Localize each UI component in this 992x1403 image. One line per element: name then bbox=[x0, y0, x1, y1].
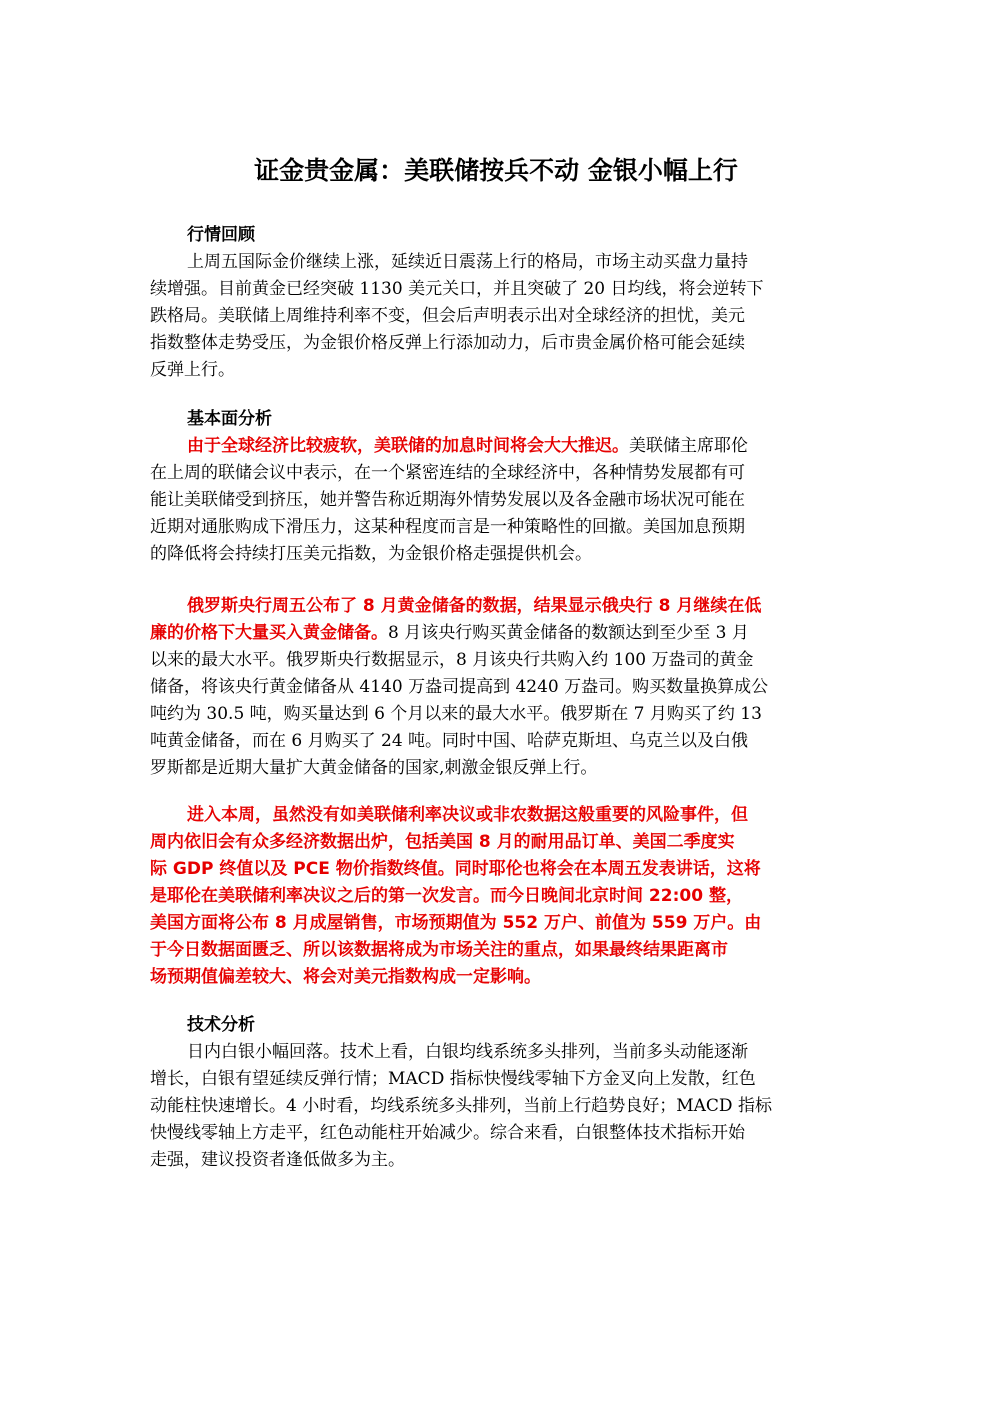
text-line: 走强，建议投资者逢低做多为主。 bbox=[150, 1150, 405, 1170]
highlight-line: 俄罗斯央行周五公布了 8 月黄金储备的数据，结果显示俄央行 8 月继续在低 bbox=[187, 596, 762, 616]
text-line: 罗斯都是近期大量扩大黄金储备的国家,刺激金银反弹上行。 bbox=[150, 758, 598, 778]
text-line: 储备，将该央行黄金储备从 4140 万盎司提高到 4240 万盎司。购买数量换算成公 bbox=[150, 677, 769, 697]
fundamentals-paragraph-2 bbox=[150, 593, 842, 782]
highlight-text: 由于全球经济比较疲软，美联储的加息时间将会大大推迟。 bbox=[187, 436, 629, 456]
highlight-text: 廉的价格下大量买入黄金储备。 bbox=[150, 623, 388, 643]
text-segment: 美联储主席耶伦 bbox=[629, 436, 748, 456]
text-line: 近期对通胀购成下滑压力，这某种程度而言是一种策略性的回撤。美国加息预期 bbox=[150, 517, 745, 537]
technical-analysis-paragraph bbox=[150, 1039, 842, 1174]
section-heading-market-review: 行情回顾 bbox=[187, 225, 255, 245]
text-line: 吨黄金储备，而在 6 月购买了 24 吨。同时中国、哈萨克斯坦、乌克兰以及白俄 bbox=[150, 731, 749, 751]
highlight-line: 是耶伦在美联储利率决议之后的第一次发言。而今日晚间北京时间 22:00 整， bbox=[150, 886, 743, 906]
text-line: 吨约为 30.5 吨，购买量达到 6 个月以来的最大水平。俄罗斯在 7 月购买了约 13 bbox=[150, 704, 762, 724]
highlight-line: 进入本周，虽然没有如美联储利率决议或非农数据这般重要的风险事件，但 bbox=[187, 805, 748, 825]
highlight-line: 场预期值偏差较大、将会对美元指数构成一定影响。 bbox=[150, 967, 541, 987]
highlight-line: 际 GDP 终值以及 PCE 物价指数终值。同时耶伦也将会在本周五发表讲话，这将 bbox=[150, 859, 761, 879]
text-line: 动能柱快速增长。4 小时看，均线系统多头排列，当前上行趋势良好；MACD 指标 bbox=[150, 1096, 772, 1116]
text-line bbox=[150, 433, 842, 460]
text-line: 以来的最大水平。俄罗斯央行数据显示，8 月该央行共购入约 100 万盎司的黄金 bbox=[150, 650, 754, 670]
highlight-line: 于今日数据面匮乏、所以该数据将成为市场关注的重点，如果最终结果距离市 bbox=[150, 940, 728, 960]
section-heading-technical-analysis: 技术分析 bbox=[187, 1015, 255, 1035]
market-review-paragraph bbox=[150, 249, 842, 384]
text-line: 能让美联储受到挤压，她并警告称近期海外情势发展以及各金融市场状况可能在 bbox=[150, 490, 745, 510]
page-title: 证金贵金属：美联储按兵不动 金银小幅上行 bbox=[254, 156, 738, 185]
text-line: 反弹上行。 bbox=[150, 360, 235, 380]
text-line: 指数整体走势受压，为金银价格反弹上行添加动力，后市贵金属价格可能会延续 bbox=[150, 333, 745, 353]
text-line: 增长，白银有望延续反弹行情；MACD 指标快慢线零轴下方金叉向上发散，红色 bbox=[150, 1069, 756, 1089]
text-segment: 8 月该央行购买黄金储备的数额达到至少至 3 月 bbox=[388, 623, 749, 643]
text-line: 在上周的联储会议中表示，在一个紧密连结的全球经济中，各种情势发展都有可 bbox=[150, 463, 745, 483]
fundamentals-paragraph-3 bbox=[150, 802, 842, 991]
text-line: 快慢线零轴上方走平，红色动能柱开始减少。综合来看，白银整体技术指标开始 bbox=[150, 1123, 745, 1143]
text-line: 续增强。目前黄金已经突破 1130 美元关口，并且突破了 20 日均线，将会逆转下 bbox=[150, 279, 764, 299]
highlight-line: 周内依旧会有众多经济数据出炉，包括美国 8 月的耐用品订单、美国二季度实 bbox=[150, 832, 735, 852]
text-line: 日内白银小幅回落。技术上看，白银均线系统多头排列，当前多头动能逐渐 bbox=[187, 1042, 748, 1062]
section-heading-fundamentals: 基本面分析 bbox=[187, 409, 272, 429]
highlight-line: 美国方面将公布 8 月成屋销售，市场预期值为 552 万户、前值为 559 万户。由 bbox=[150, 913, 762, 933]
text-line: 跌格局。美联储上周维持利率不变，但会后声明表示出对全球经济的担忧，美元 bbox=[150, 306, 745, 326]
text-line: 的降低将会持续打压美元指数，为金银价格走强提供机会。 bbox=[150, 544, 592, 564]
text-line bbox=[150, 620, 842, 647]
fundamentals-paragraph-1 bbox=[150, 433, 842, 568]
text-line: 上周五国际金价继续上涨，延续近日震荡上行的格局，市场主动买盘力量持 bbox=[187, 252, 748, 272]
